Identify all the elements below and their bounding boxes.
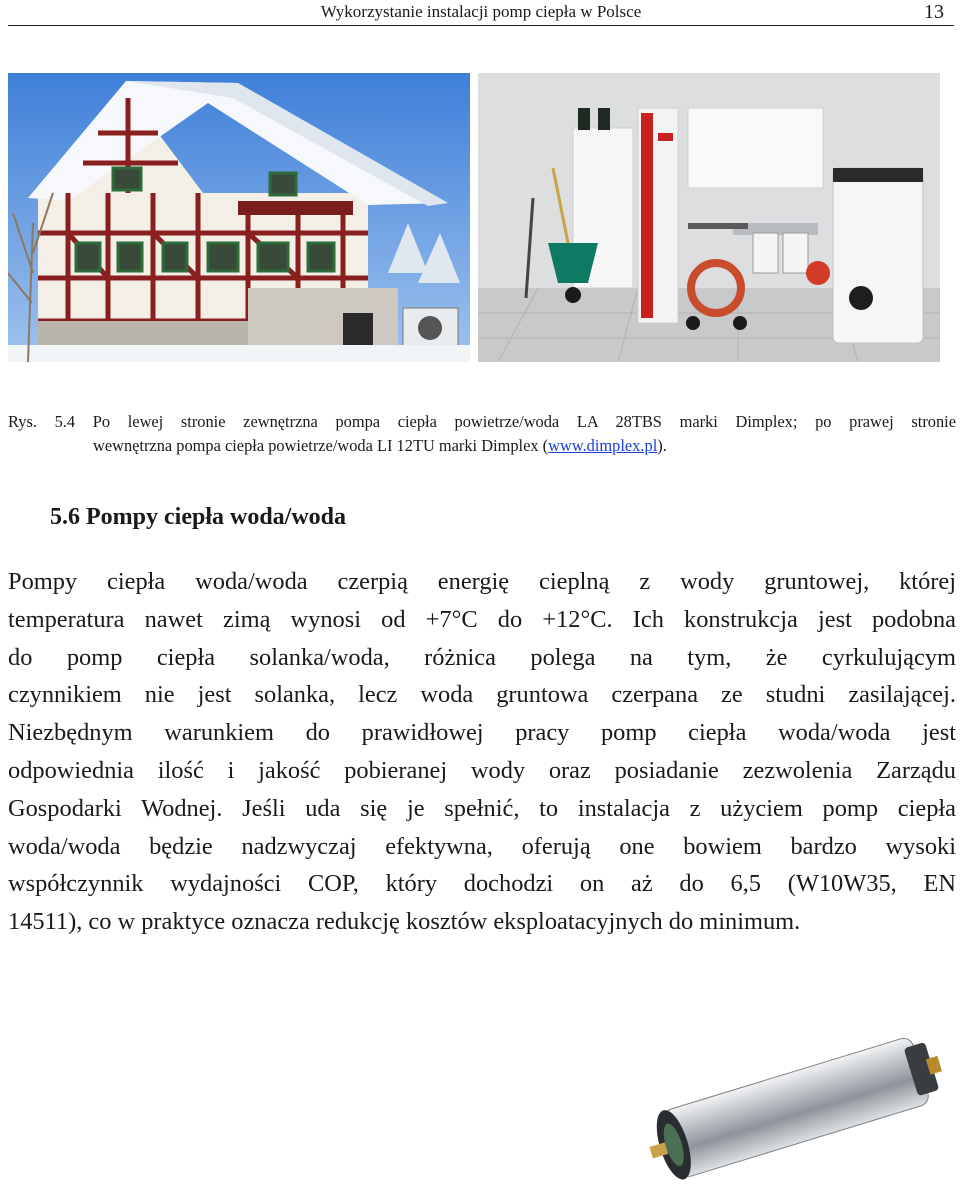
paragraph-line: temperatura nawet zimą wynosi od +7°C do +12°C. Ich konstrukcja jest podobna — [8, 605, 956, 633]
utility-room-illustration — [478, 73, 940, 362]
outdoor-heat-pump-photo — [8, 73, 470, 362]
caption-text-after-link: ). — [657, 436, 667, 455]
caption-line-2 — [8, 434, 956, 458]
dimplex-link[interactable]: www.dimplex.pl — [548, 436, 658, 455]
house-illustration — [8, 73, 470, 362]
paragraph-line: Niezbędnym warunkiem do prawidłowej pracy pomp ciepła woda/woda jest — [8, 719, 956, 747]
page-number: 13 — [924, 1, 944, 23]
paragraph-line: do pomp ciepła solanka/woda, różnica polega na tym, że cyrkulującym — [8, 643, 956, 671]
paragraph-line: 14511), co w praktyce oznacza redukcję kosztów eksploatacyjnych do minimum. — [8, 908, 801, 936]
section-heading: 5.6 Pompy ciepła woda/woda — [50, 504, 347, 530]
paragraph-line: woda/woda będzie nadzwyczaj efektywna, oferują one bowiem bardzo wysoki — [8, 832, 956, 860]
paragraph-line: odpowiednia ilość i jakość pobieranej wody oraz posiadanie zezwolenia Zarządu — [8, 756, 956, 784]
indoor-heat-pump-photo — [478, 73, 940, 362]
paragraph-line: czynnikiem nie jest solanka, lecz woda gruntowa czerpana ze studni zasilającej. — [8, 681, 956, 709]
paragraph-line: współczynnik wydajności COP, który dochodzi on aż do 6,5 (W10W35, EN — [8, 870, 956, 898]
water-pump-photo — [636, 1018, 952, 1196]
caption-text-before-link: wewnętrzna pompa ciepła powietrze/woda LI 12TU marki Dimplex ( — [93, 436, 549, 455]
paragraph-line: Pompy ciepła woda/woda czerpią energię cieplną z wody gruntowej, której — [8, 568, 956, 595]
paragraph-line: Gospodarki Wodnej. Jeśli uda się je spełnić, to instalacja z użyciem pomp ciepła — [8, 794, 956, 822]
page-header — [8, 0, 954, 26]
caption-line-1: Rys. 5.4 Po lewej stronie zewnętrzna pompa ciepła powietrze/woda LA 28TBS marki Dimplex; po prawej stronie — [8, 412, 956, 431]
running-title: Wykorzystanie instalacji pomp ciepła w Polsce — [320, 2, 642, 21]
section-paragraph — [8, 563, 956, 941]
figure-caption — [8, 410, 956, 458]
borehole-pump-illustration — [636, 1018, 952, 1196]
